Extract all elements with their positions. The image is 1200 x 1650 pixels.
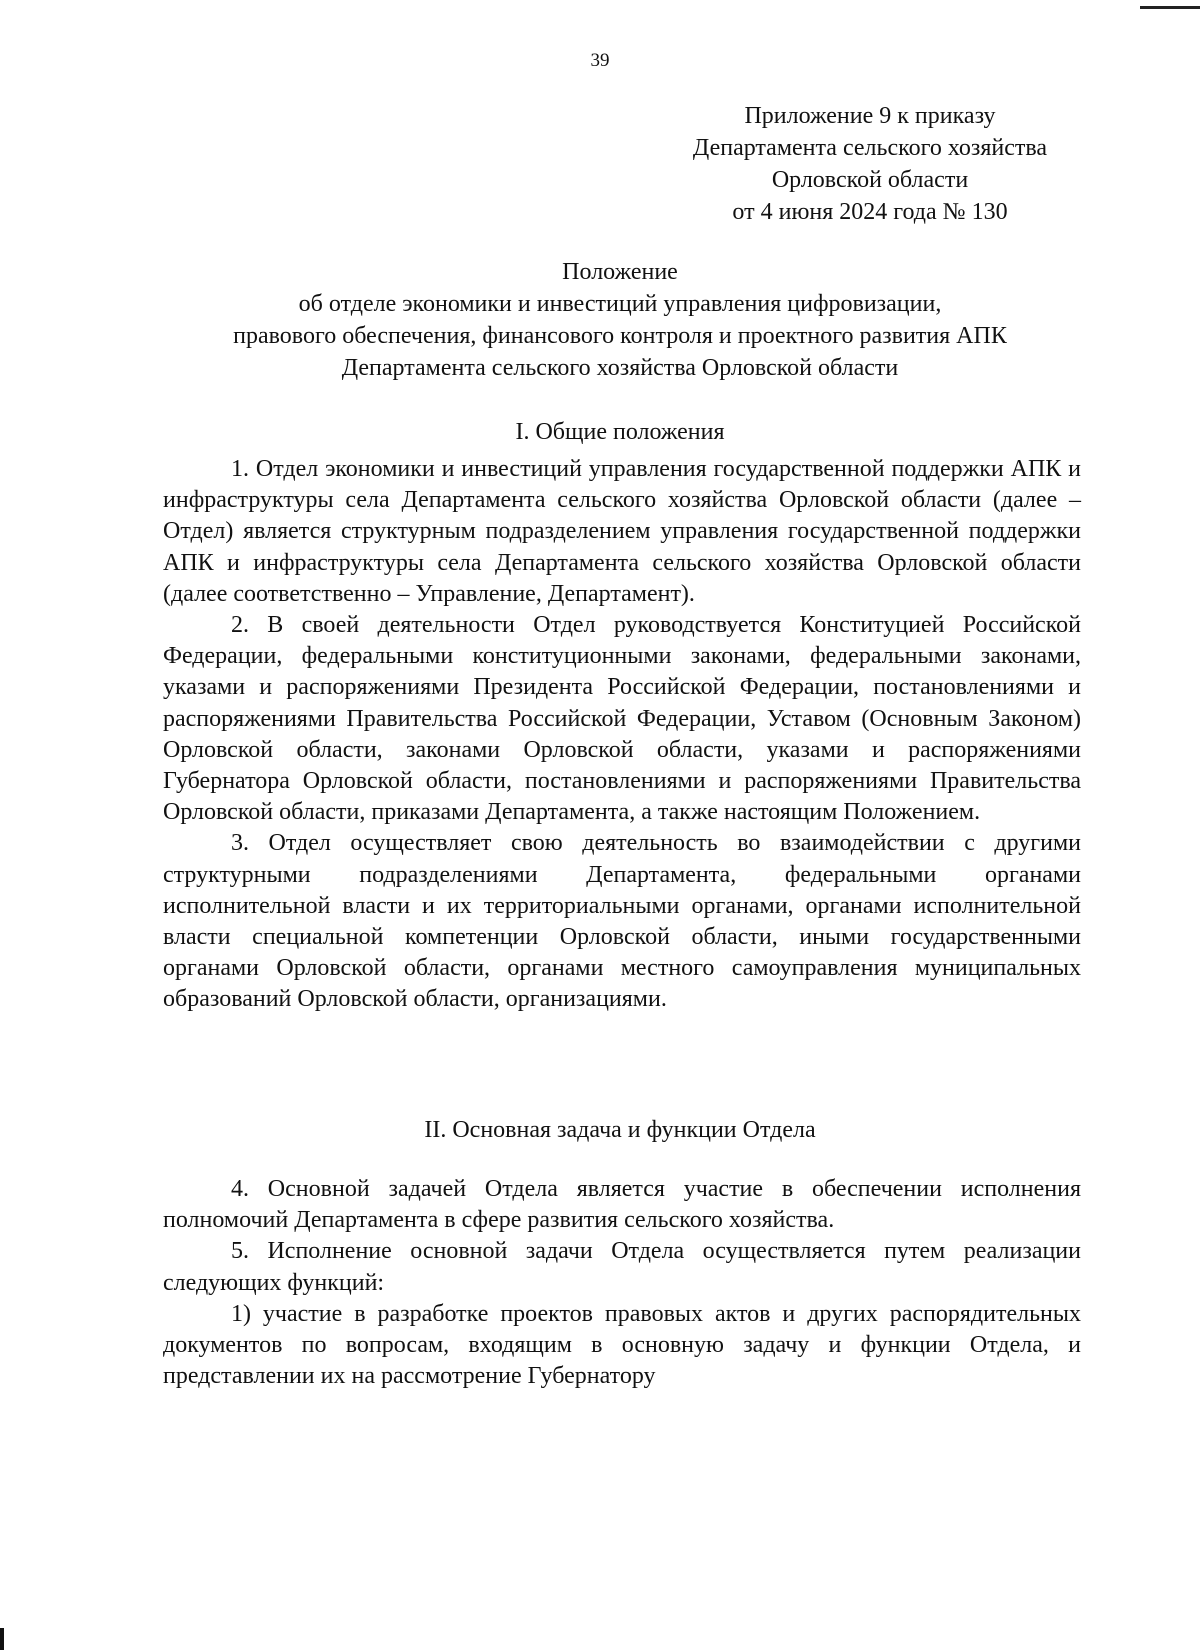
title-line: Положение [562, 259, 678, 285]
appendix-header [600, 100, 1140, 228]
title-line: об отделе экономики и инвестиций управления цифровизации, [298, 291, 942, 317]
appendix-line: Приложение 9 к приказу [744, 103, 996, 129]
scan-edge-mark [0, 1628, 4, 1650]
appendix-line: от 4 июня 2024 года № 130 [732, 199, 1008, 225]
title-line: правового обеспечения, финансового контроля и проектного развития АПК [233, 323, 1007, 349]
paragraph: 3. Отдел осуществляет свою деятельность во взаимодействии с другими структурными подразделениями Департамента, федеральными органами исполнительной власти и их территориальными органами, органами исполнительной власти специальной компетенции Орловской области, иными государственными органами Орловской области, органами местного самоуправления муниципальных образований Орловской области, организациями. [163, 830, 1081, 1013]
paragraph: 1. Отдел экономики и инвестиций управления государственной поддержки АПК и инфраструктуры села Департамента сельского хозяйства Орловской области (далее – Отдел) является структурным подразделением управления государственной поддержки АПК и инфраструктуры села Департамента сельского хозяйства Орловской области (далее соответственно – Управление, Департамент). [163, 456, 1081, 607]
section-heading: II. Основная задача и функции Отдела [424, 1117, 816, 1143]
section-heading: I. Общие положения [515, 419, 725, 445]
appendix-line: Департамента сельского хозяйства [692, 135, 1048, 161]
page-number: 39 [590, 50, 610, 71]
paragraph: 1) участие в разработке проектов правовых актов и других распорядительных документов по вопросам, входящим в основную задачу и функции Отдела, и представлении их на рассмотрение Губернатору [163, 1300, 1081, 1390]
paragraph: 2. В своей деятельности Отдел руководствуется Конституцией Российской Федерации, федеральными конституционными законами, федеральными законами, указами и распоряжениями Президента Российской Федерации, постановлениями и распоряжениями Правительства Российской Федерации, Уставом (Основным Законом) Орловской области, законами Орловской области, указами и распоряжениями Губернатора Орловской области, постановлениями и распоряжениями Правительства Орловской области, приказами Департамента, а также настоящим Положением. [163, 612, 1081, 826]
scan-edge-mark [1140, 6, 1200, 9]
document-title [160, 256, 1080, 384]
appendix-line: Орловской области [771, 167, 969, 193]
paragraph: 4. Основной задачей Отдела является участие в обеспечении исполнения полномочий Департамента в сфере развития сельского хозяйства. [163, 1176, 1081, 1234]
section-1-body [163, 454, 1081, 1016]
title-line: Департамента сельского хозяйства Орловской области [341, 355, 899, 381]
section-2-body [163, 1174, 1081, 1392]
paragraph: 5. Исполнение основной задачи Отдела осуществляется путем реализации следующих функций: [163, 1238, 1081, 1296]
